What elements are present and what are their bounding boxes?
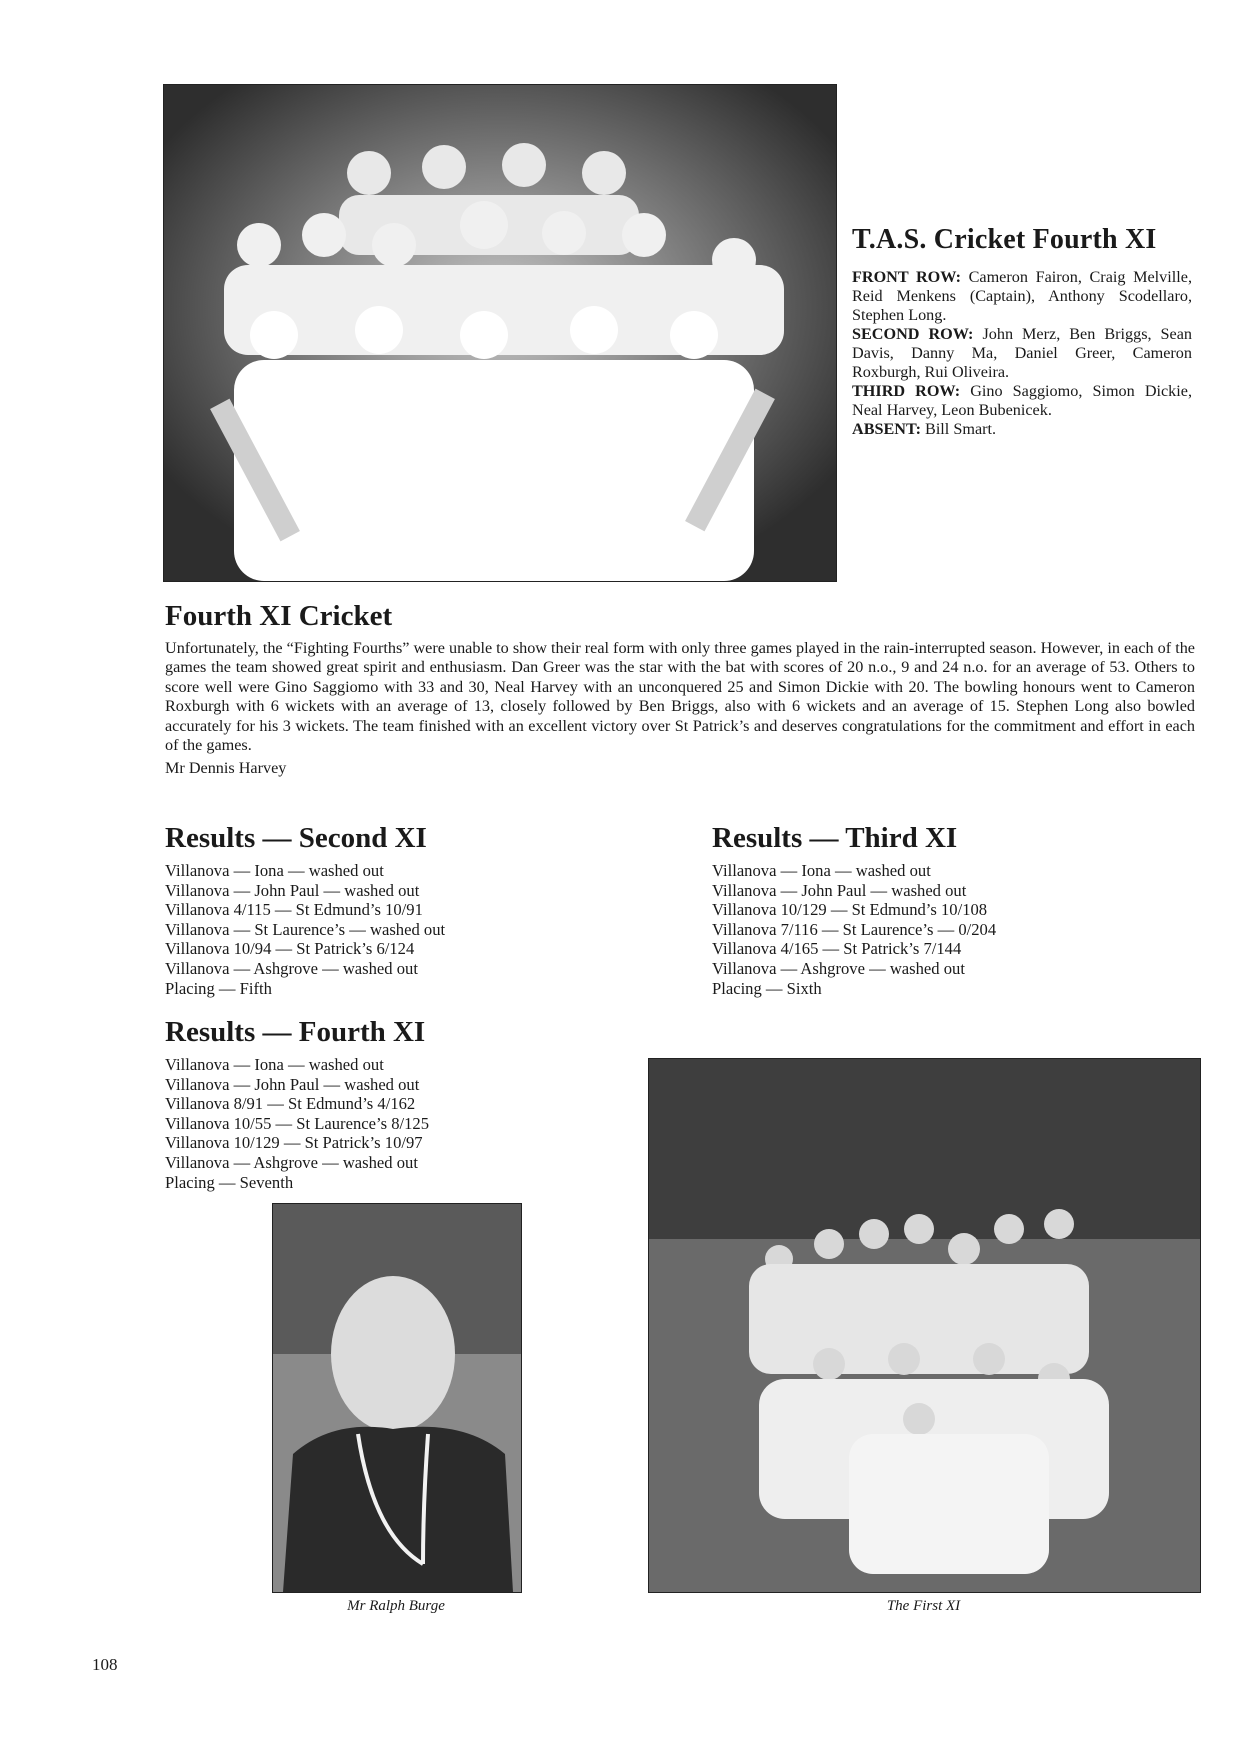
team-caption xyxy=(852,224,1192,439)
result-line: Villanova 10/129 — St Patrick’s 10/97 xyxy=(165,1133,423,1153)
first-xi-caption: The First XI xyxy=(886,1598,961,1614)
team-photo-illustration xyxy=(164,85,836,581)
results-second-xi xyxy=(165,822,565,998)
report-section xyxy=(165,600,1195,778)
portrait-photo xyxy=(272,1203,522,1593)
page-number: 108 xyxy=(92,1655,118,1674)
result-line: Villanova 8/91 — St Edmund’s 4/162 xyxy=(165,1094,416,1114)
result-line: Villanova — John Paul — washed out xyxy=(712,880,967,900)
team-caption-title: T.A.S. Cricket Fourth XI xyxy=(852,224,1157,255)
results-fourth-title: Results — Fourth XI xyxy=(165,1016,426,1048)
result-line: Villanova — Iona — washed out xyxy=(165,861,384,880)
result-line: Placing — Seventh xyxy=(165,1172,294,1192)
report-author: Mr Dennis Harvey xyxy=(165,759,287,778)
result-line: Villanova — Ashgrove — washed out xyxy=(165,1152,418,1172)
result-line: Villanova — Ashgrove — washed out xyxy=(712,958,965,978)
portrait-caption: Mr Ralph Burge xyxy=(347,1598,445,1614)
absent-names: Bill Smart. xyxy=(925,420,997,438)
front-row-label: FRONT ROW: xyxy=(852,268,961,286)
result-line: Villanova 4/165 — St Patrick’s 7/144 xyxy=(712,939,962,959)
result-line: Placing — Fifth xyxy=(165,978,272,998)
first-xi-illustration xyxy=(649,1059,1200,1592)
team-caption-rows xyxy=(852,268,1192,439)
portrait-illustration xyxy=(273,1204,521,1592)
absent-label: ABSENT: xyxy=(852,420,921,438)
result-line: Villanova 10/55 — St Laurence’s 8/125 xyxy=(165,1113,429,1133)
report-heading: Fourth XI Cricket xyxy=(165,600,393,632)
results-fourth-xi xyxy=(165,1016,585,1192)
result-line: Villanova 4/115 — St Edmund’s 10/91 xyxy=(165,900,423,920)
report-body: Unfortunately, the “Fighting Fourths” were unable to show their real form with only three games played in the rain-interrupted season. However, in each of the games the team showed great spirit and enthusiasm. Dan Greer was the star with the bat with scores of 20 n.o., 9 and 24 n.o. for an average of 53. Others to score well were Gino Saggiomo with 33 and 30, Neal Harvey with an unconquered 25 and Simon Dickie with 20. The bowling honours went to Cameron Roxburgh with 6 wickets with an average of 13, closely followed by Ben Briggs, also with 6 wickets and an average of 15. Stephen Long also bowled accurately for his 3 wickets. The team finished with an excellent victory over St Patrick’s and deserves congratulations for the commitment and effort in each of the games. xyxy=(165,639,1195,755)
second-row-names: John Merz, Ben Briggs, Sean Davis, Danny Ma, Daniel Greer, Cameron Roxburgh, Rui Oliveira. xyxy=(852,325,1193,381)
results-third-xi xyxy=(712,822,1132,998)
result-line: Villanova — Iona — washed out xyxy=(712,861,931,880)
result-line: Villanova — St Laurence’s — washed out xyxy=(165,919,446,939)
results-second-title: Results — Second XI xyxy=(165,822,427,854)
third-row-names: Gino Saggiomo, Simon Dickie, Neal Harvey, Leon Bubenicek. xyxy=(852,382,1193,419)
result-line: Villanova — John Paul — washed out xyxy=(165,880,420,900)
results-third-title: Results — Third XI xyxy=(712,822,958,854)
result-line: Villanova — Iona — washed out xyxy=(165,1055,384,1074)
result-line: Villanova — Ashgrove — washed out xyxy=(165,958,418,978)
result-line: Villanova 10/94 — St Patrick’s 6/124 xyxy=(165,939,415,959)
third-row-label: THIRD ROW: xyxy=(852,382,961,400)
second-row-label: SECOND ROW: xyxy=(852,325,974,343)
result-line: Placing — Sixth xyxy=(712,978,822,998)
result-line: Villanova 10/129 — St Edmund’s 10/108 xyxy=(712,900,988,920)
first-xi-photo xyxy=(648,1058,1201,1593)
front-row-names: Cameron Fairon, Craig Melville, Reid Menkens (Captain), Anthony Scodellaro, Stephen Long. xyxy=(852,268,1192,324)
team-photo xyxy=(163,84,837,582)
result-line: Villanova 7/116 — St Laurence’s — 0/204 xyxy=(712,919,997,939)
result-line: Villanova — John Paul — washed out xyxy=(165,1074,420,1094)
